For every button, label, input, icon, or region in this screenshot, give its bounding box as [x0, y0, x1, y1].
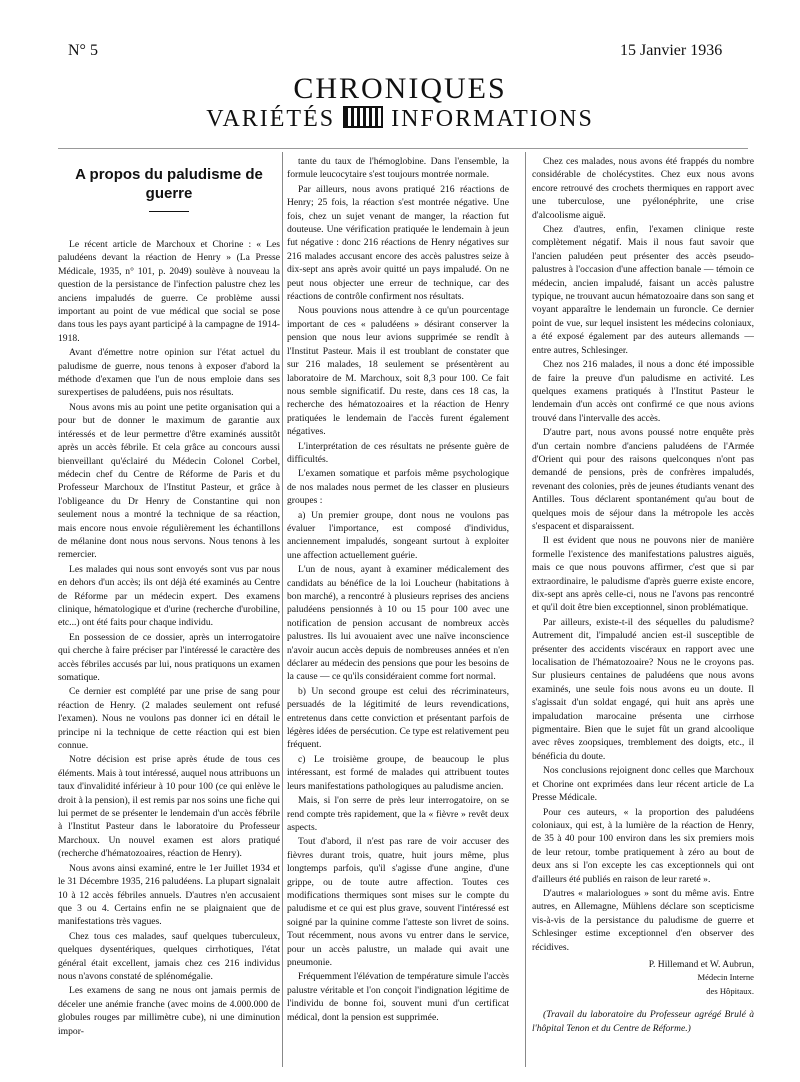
article-column-3 — [532, 155, 754, 1065]
col1-paragraphs — [58, 238, 280, 1038]
col2-paragraph: Nous pouvions nous attendre à ce qu'un pourcentage important de ces « paludéens » désirant conserver la pension que nous leur avions supprimée se rendît à l'Institut Pasteur. Mais il est troublant de constater que sur 216 malades, 18 seulement se présentèrent au laboratoire de M. Marchoux, soit 8,3 pour 100. Ce fait nous semble significatif. Du reste, dans ces 18 cas, la recherche des hématozoaires et la réaction de Henry pratiquées le lendemain de l'accès furent également négatives. — [287, 305, 509, 438]
signature-roles-2: des Hôpitaux. — [706, 985, 754, 996]
col1-paragraph: Les malades qui nous sont envoyés sont vus par nous en dehors d'un accès; ils ont déjà été examinés au Centre de Réforme par un médecin expert. Des examens clinique, hématologique et d'urine (recherche d'urobiline, etc...) ont été faits pour chaque individu. — [58, 563, 280, 629]
col2-paragraphs — [287, 155, 509, 1024]
col3-paragraph: D'autre part, nous avons poussé notre enquête près d'un certain nombre d'anciens paludéens de l'Armée d'Orient qui pour des raisons quelconques n'ont pas demandé de pensions, près de confrères impaludés, revenant des colonies, près de jeunes étudiants venant des Antilles. Tous déclarent spontanément qu'au bout de quelques mois de séjour dans la métropole les accès s'espacent et disparaissent. — [532, 427, 754, 532]
col1-paragraph: Le récent article de Marchoux et Chorine : « Les paludéens devant la réaction de Henry » (La Presse Médicale, 1935, n° 101, p. 2049) soulève à nouveau la question de la persistance de l'infection palustre chez les anciens impaludés de guerre. Ce problème aussi important au point de vue médical que social se pose dans tous les pays ayant participé à la campagne de 1914-1918. — [58, 239, 280, 344]
section-title-varietes: VARIÉTÉS — [206, 106, 336, 132]
column-rule-1 — [282, 152, 283, 1067]
section-title-informations: INFORMATIONS — [391, 106, 594, 132]
col1-paragraph: Avant d'émettre notre opinion sur l'état actuel du paludisme de guerre, nous tenons à exposer d'abord la méthode d'examen que l'un de nous emploie dans ses surexpertises de paludéens, puis nos résultats. — [58, 347, 280, 399]
issue-date: 15 Janvier 1936 — [620, 42, 723, 59]
col3-paragraph: Pour ces auteurs, « la proportion des paludéens coloniaux, qui est, à la lumière de la réaction de Henry, de 35 à 40 pour 100 environ dans les six premiers mois de leur retour, tombe pratiquement à zéro au bout de deux ans si l'on excepte les cas exceptionnels qui ont d'ailleurs été publiés en raison de leur rareté ». — [532, 806, 754, 885]
col1-paragraph: En possession de ce dossier, après un interrogatoire qui cherche à faire préciser par l'intéressé le caractère des accès fébriles accusés par lui, nous pratiquons un examen somatique. — [58, 631, 280, 683]
col3-paragraph: Nos conclusions rejoignent donc celles que Marchoux et Chorine ont exprimées dans leur récent article de La Presse Médicale. — [532, 765, 754, 804]
col2-paragraph: a) Un premier groupe, dont nous ne voulons pas évaluer l'importance, est composé d'individus, anciennement impaludés, songeant surtout à exploiter une affection actuellement guérie. — [287, 509, 509, 561]
column-rule-2 — [525, 152, 526, 1067]
signature-roles: Médecin Interne — [697, 972, 754, 983]
article-column-2 — [287, 155, 509, 1065]
col2-paragraph: c) Le troisième groupe, de beaucoup le plus intéressant, est formé de malades qui attribuent toutes leurs manifestations pathologiques au paludisme ancien. — [287, 753, 509, 792]
col3-paragraph: Chez d'autres, enfin, l'examen clinique reste complètement négatif. Mais il nous faut savoir que l'ancien paludéen peut présenter des accès pseudo-palustres à l'occasion d'une affection banale — témoin ce médecin, ancien impaludé, faisant un accès palustre typique, ne trouvant aucun hématozoaire dans son sang et voyant apparaître le lendemain un furoncle. Ce dernier point de vue, sur lequel insistent les médecins coloniaux, a été exposé également par des auteurs allemands — entre autres, Schlesinger. — [532, 224, 754, 356]
col1-paragraph: Les examens de sang ne nous ont jamais permis de déceler une anémie franche (avec moins de 4.000.000 de globules rouges par millimètre cube), ni une diminution impor- — [58, 985, 280, 1037]
header-separator — [58, 148, 748, 149]
col3-paragraph: D'autres « malariologues » sont du même avis. Entre autres, en Allemagne, Mühlens déclare son scepticisme vis-à-vis de la persistance du paludisme de guerre et Schlesinger estime exceptionnel d'en observer des récidives. — [532, 887, 754, 953]
col3-paragraph: Chez nos 216 malades, il nous a donc été impossible de faire la preuve d'un paludisme en activité. Les quelques examens pratiqués à l'Institut Pasteur le lendemain d'un accès ont confirmé ce que nous avions trouvé dans l'intervalle des accès. — [532, 359, 754, 424]
signature: P. Hillemand et W. Aubrun, — [648, 958, 754, 970]
title-underline — [149, 211, 189, 212]
col2-paragraph: L'un de nous, ayant à examiner médicalement des candidats au bénéfice de la loi Loucheur (habitations à bon marché), a rencontré à plusieurs reprises des anciens paludéens pensionnés à 10 ou 15 pour 100 avec une notification de pension accusant de nombreux accès palustres. Ils lui avouaient avec une naïve inconscience n'avoir aucun accès depuis de nombreuses années et n'en déclarer au médecin des pensions que pour les besoins de la cause — ce qu'ils considéraient comme fort normal. — [287, 564, 509, 683]
col3-paragraph: Par ailleurs, existe-t-il des séquelles du paludisme? Autrement dit, l'impaludé ancien est-il susceptible de présenter des accidents viscéraux en rapport avec une localisation de l'hématozoaire? Nous ne le croyons pas. Sur plusieurs centaines de paludéens que nous avons examinés, une seule fois nous avons eu un doute. Il s'agissait d'un soldat engagé, qui huit ans après une impaludation marocaine présenta une cirrhose pigmentaire. Bien que le sujet fût un grand alcoolique avec rêves zoopsiques, tremblement des doigts, etc., il bénéficia du doute. — [532, 616, 754, 762]
col2-paragraph: L'interprétation de ces résultats ne présente guère de difficultés. — [287, 440, 509, 465]
col1-paragraph: Ce dernier est complété par une prise de sang pour réaction de Henry. (2 malades seulement ont refusé l'examen). Nous ne voulons pas donner ici en détail le principe ni la technique de cette réaction qui est bien connue. — [58, 686, 280, 752]
col1-paragraph: Chez tous ces malades, sauf quelques tuberculeux, quelques dysentériques, quelques cirrhotiques, l'état général était excellent, jamais chez ces 216 individus nous n'avons constaté de splénomégalie. — [58, 930, 280, 982]
section-subtitle — [0, 106, 800, 133]
col2-paragraph: Tout d'abord, il n'est pas rare de voir accuser des fièvres durant trois, quatre, huit jours même, plus longtemps parfois, qu'il s'agisse d'une angine, d'une grippe, ou de toute autre affection. Toutes ces modifications thermiques sont mises sur le compte du paludisme et ce qui est plus grave, souvent l'intéressé est soigné par la quinine comme l'atteste son livret de soins. Tout récemment, nous avons vu entrer dans le service, pour un accès palustre, un malade qui avait une pneumonie. — [287, 836, 509, 968]
col3-paragraph: Il est évident que nous ne pouvons nier de manière formelle l'existence des manifestations palustres aiguës, mais ce que nous pouvons affirmer, c'est que si par extraordinaire, le paludisme d'après guerre existe encore, dix-sept ans après celle-ci, nous ne l'avons pas rencontré et qu'il doit être bien exceptionnel, sinon problématique. — [532, 535, 754, 614]
col1-paragraph: Notre décision est prise après étude de tous ces éléments. Mais à tout intéressé, auquel nous attribuons un taux d'invalidité inférieur à 10 pour 100 (ce qui enlève le droit à la pension), il est remis par nos soins une fiche qui lui permet de se présenter le lendemain d'un accès fébrile à l'Institut Pasteur dans le laboratoire du Professeur Marchoux. Un nouvel examen est alors pratiqué (recherche d'hématozoaires, réaction de Henry). — [58, 754, 280, 860]
section-title-chroniques: CHRONIQUES — [293, 72, 507, 105]
col3-paragraph: Chez ces malades, nous avons été frappés du nombre considérable de cholécystites. Chez eux nous avons encore retrouvé des crochets thermiques en rapport avec une tuberculose, une pyélonéphrite, une crise d'alcoolisme aiguë. — [532, 156, 754, 221]
col1-paragraph: Nous avons mis au point une petite organisation qui a pour but de donner le maximum de garantie aux intéressés et de leur permettre d'être examinés aussitôt après un accès fébrile. Et cela grâce au concours aussi bienveillant qu'éclairé du Médecin Colonel Corbel, médecin chef du Centre de Réforme de Paris et du Professeur Marchoux de l'Institut Pasteur, et grâce à l'obligeance du Dr Henry de Constantine qui non seulement nous a montré la technique de sa réaction, mais encore nous envoie régulièrement les échantillons de mélanine dont nous nous servons. Nous tenons à les remercier. — [58, 401, 280, 561]
col2-paragraph: L'examen somatique et parfois même psychologique de nos malades nous permet de les classer en plusieurs groupes : — [287, 468, 509, 507]
ornament-icon — [343, 106, 383, 128]
article-column-1 — [58, 155, 280, 1065]
col1-paragraph: Nous avons ainsi examiné, entre le 1er Juillet 1934 et le 31 Décembre 1935, 216 paludéens. La plupart signalait 10 à 12 accès fébriles annuels. D'autres n'en accusaient que 3 ou 4. Certains enfin ne se plaignaient que de manifestations très vagues. — [58, 862, 280, 928]
col2-paragraph: Fréquemment l'élévation de température simule l'accès palustre véritable et l'on conçoit l'indignation légitime de l'individu de bonne foi, souvent muni d'un certificat médical, dont la pension est supprimée. — [287, 971, 509, 1023]
col3-paragraphs — [532, 155, 754, 954]
col2-paragraph: b) Un second groupe est celui des récriminateurs, persuadés de la légitimité de leurs revendications, entretenus dans cette conviction et présentant parfois de légères idées de persécution. Ce type est relativement peu fréquent. — [287, 685, 509, 751]
col2-paragraph: tante du taux de l'hémoglobine. Dans l'ensemble, la formule leucocytaire s'est toujours montrée normale. — [287, 156, 509, 181]
issue-number: N° 5 — [68, 42, 98, 59]
col2-paragraph: Par ailleurs, nous avons pratiqué 216 réactions de Henry; 25 fois, la réaction s'est montrée négative. Une fois, chez un sujet venant de manger, la réaction fut douteuse. Une vérification pratiquée le lendemain à jeun fut négative : donc 216 réactions de Henry négatives sur 216 malades accusant encore des accès palustres seize à dix-sept ans après avoir quitté un pays impaludé. On ne peut nous objecter une erreur de technique, car des réactions de contrôle confirment nos résultats. — [287, 183, 509, 303]
footnote: (Travail du laboratoire du Professeur agrégé Brulé à l'hôpital Tenon et du Centre de Réforme.) — [532, 1009, 754, 1034]
col2-paragraph: Mais, si l'on serre de près leur interrogatoire, on se rend compte très rapidement, que la « fièvre » revêt deux aspects. — [287, 795, 509, 833]
article-title: A propos du paludisme de guerre — [75, 166, 263, 202]
